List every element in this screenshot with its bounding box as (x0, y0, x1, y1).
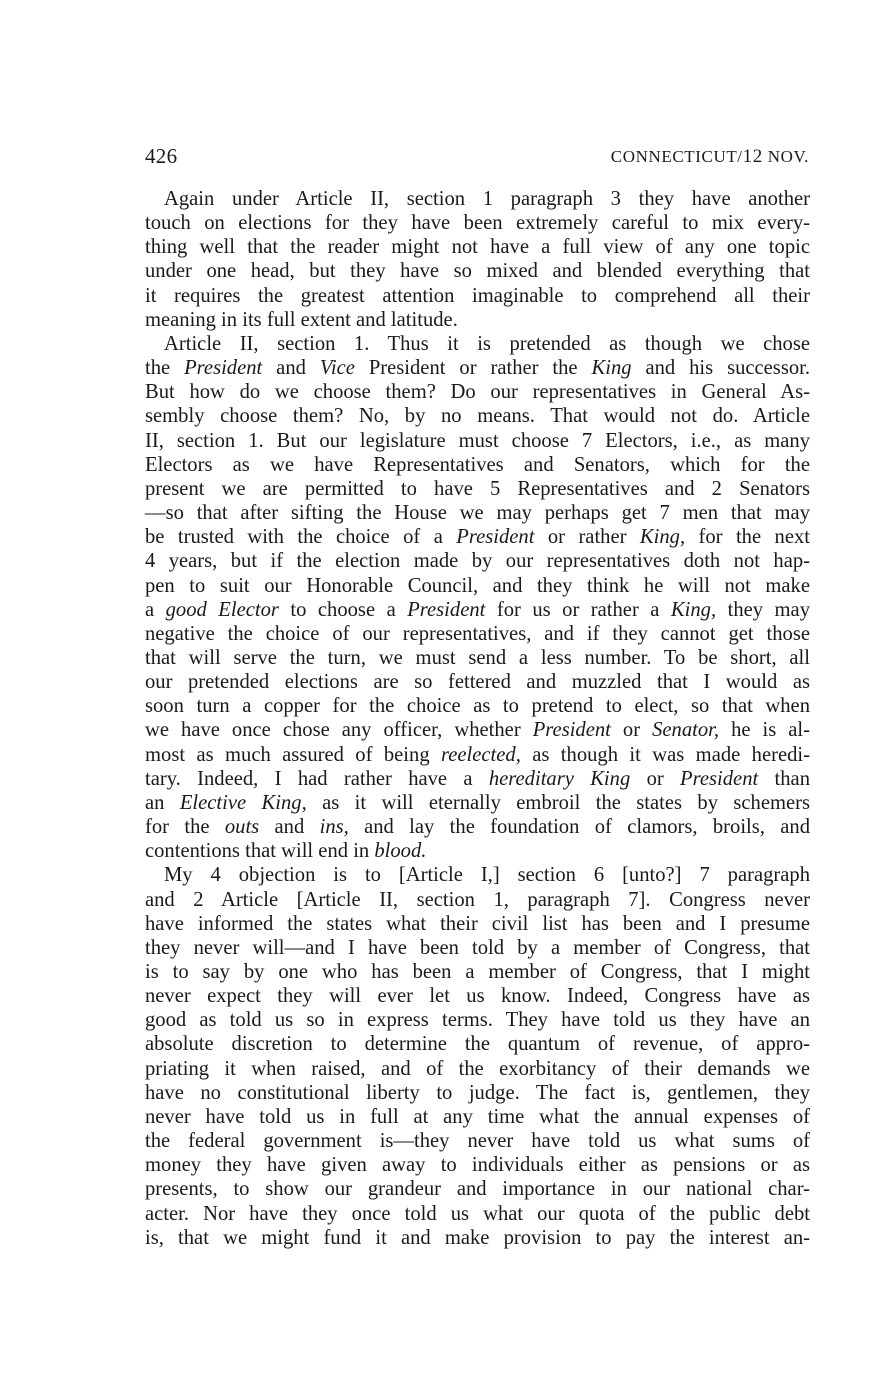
body-text (145, 187, 810, 1250)
page-header (145, 144, 809, 174)
text-line: be trusted with the choice of a President or rather King, for the next (145, 526, 810, 549)
italic-text: Elective King, (179, 791, 307, 814)
italic-text: reelected, (441, 743, 521, 766)
text-line: My 4 objection is to [Article I,] section 6 [unto?] 7 paragraph (164, 864, 810, 887)
text-line: have informed the states what their civil list has been and I presume (145, 912, 810, 935)
text-line: sembly choose them? No, by no means. That would not do. Article (145, 405, 810, 428)
italic-text: hereditary King (488, 767, 631, 790)
italic-text: President (407, 598, 486, 621)
text-line: Again under Article II, section 1 paragraph 3 they have another (164, 188, 810, 210)
text-line: thing well that the reader might not have a full view of any one topic (145, 236, 810, 259)
running-head-day: 12 (742, 146, 763, 167)
paragraph (145, 187, 810, 332)
text-line: Article II, section 1. Thus it is pretended as though we chose (164, 332, 810, 355)
text-line: contentions that will end in blood. (145, 840, 427, 863)
italic-text: Senator, (652, 719, 720, 742)
text-line: But how do we choose them? Do our representatives in General As- (145, 381, 810, 404)
text-line: meaning in its full extent and latitude. (145, 308, 458, 331)
italic-text: President (532, 719, 611, 742)
text-line: it requires the greatest attention imaginable to comprehend all their (145, 284, 810, 307)
page-number: 426 (145, 144, 178, 168)
paragraph (145, 863, 810, 1250)
text-line: an Elective King, as it will eternally embroil the states by schemers (145, 791, 810, 814)
text-line: for the outs and ins, and lay the foundation of clamors, broils, and (145, 816, 811, 839)
text-line: under one head, but they have so mixed and blended everything that (145, 260, 810, 283)
italic-text: President (680, 767, 759, 790)
text-line: and 2 Article [Article II, section 1, paragraph 7]. Congress never (145, 888, 810, 911)
text-line: 4 years, but if the election made by our representatives doth not hap- (145, 550, 810, 573)
text-line: we have once chose any officer, whether President or Senator, he is al- (145, 719, 811, 742)
italic-text: King (591, 357, 632, 380)
italic-text: President (456, 526, 535, 549)
text-line: good as told us so in express terms. They have told us they have an (145, 1009, 810, 1032)
text-line: the federal government is—they never have told us what sums of (145, 1130, 810, 1153)
italic-text: ins, (319, 816, 349, 839)
text-line: priating it when raised, and of the exorbitancy of their demands we (145, 1057, 810, 1080)
text-line: pen to suit our Honorable Council, and they think he will not make (145, 574, 810, 597)
running-head (611, 146, 809, 168)
italic-text: President (184, 357, 263, 380)
text-line: have no constitutional liberty to judge. The fact is, gentlemen, they (145, 1081, 810, 1104)
italic-text: Vice (319, 357, 355, 380)
text-line: the President and Vice President or rather the King and his successor. (145, 357, 811, 380)
text-line: never have told us in full at any time what the annual expenses of (145, 1105, 810, 1128)
text-line: present we are permitted to have 5 Representatives and 2 Senators (145, 477, 810, 500)
paragraph (145, 332, 810, 863)
running-head-title: CONNECTICUT/ (610, 147, 743, 166)
italic-text: King, (639, 526, 686, 549)
text-line: a good Elector to choose a President for us or rather a King, they may (145, 598, 810, 621)
text-line: II, section 1. But our legislature must choose 7 Electors, i.e., as many (145, 429, 810, 452)
text-line: they never will—and I have been told by a member of Congress, that (145, 936, 810, 959)
running-head-month: NOV. (767, 147, 809, 166)
text-line: is to say by one who has been a member of Congress, that I might (145, 961, 810, 983)
italic-text: blood. (374, 840, 427, 863)
text-line: is, that we might fund it and make provision to pay the interest an- (145, 1226, 810, 1249)
italic-text: good Elector (165, 598, 279, 621)
text-line: acter. Nor have they once told us what our quota of the public debt (145, 1202, 810, 1225)
text-line: tary. Indeed, I had rather have a hereditary King or President than (145, 767, 810, 790)
text-line: money they have given away to individuals either as pensions or as (145, 1154, 810, 1177)
text-line: our pretended elections are so fettered and muzzled that I would as (145, 671, 810, 694)
text-line: that will serve the turn, we must send a less number. To be short, all (145, 646, 810, 669)
italic-text: outs (224, 816, 260, 839)
text-line: most as much assured of being reelected, as though it was made heredi- (145, 743, 810, 766)
text-line: never expect they will ever let us know. Indeed, Congress have as (145, 985, 810, 1008)
text-line: negative the choice of our representatives, and if they cannot get those (145, 622, 810, 645)
text-line: touch on elections for they have been extremely careful to mix every- (145, 212, 810, 235)
text-line: Electors as we have Representatives and Senators, which for the (145, 453, 810, 476)
italic-text: King, (670, 598, 717, 621)
text-line: —so that after sifting the House we may perhaps get 7 men that may (145, 502, 810, 525)
text-line: absolute discretion to determine the quantum of revenue, of appro- (145, 1033, 810, 1056)
text-line: soon turn a copper for the choice as to pretend to elect, so that when (145, 695, 810, 718)
text-line: presents, to show our grandeur and importance in our national char- (145, 1178, 810, 1201)
